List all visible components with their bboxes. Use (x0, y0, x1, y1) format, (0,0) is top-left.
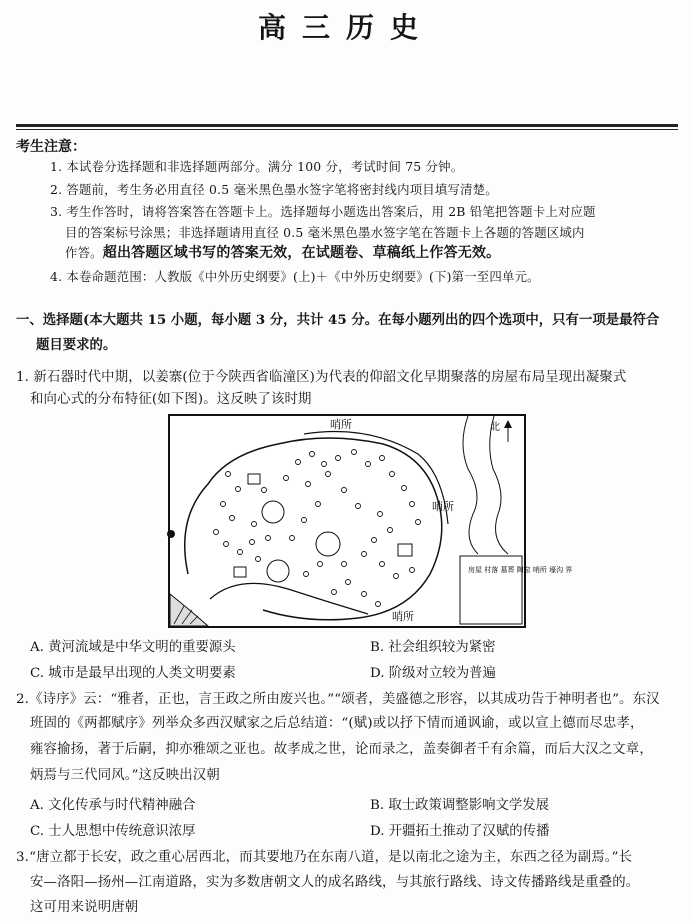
jiangzhai-settlement-map (168, 414, 573, 628)
q1-option-c[interactable]: C. 城市是最早出现的人类文明要素 (30, 666, 236, 681)
q2-stem-line-2: 班固的《两都赋序》列举众多西汉赋家之后总结道：“(赋)或以抒下情而通讽谕，或以宣上德而尽忠孝， (30, 716, 644, 731)
header-rule-thin (16, 129, 678, 130)
watchpost-label-1: 哨所 (330, 418, 352, 431)
notice-heading: 考生注意： (16, 139, 86, 155)
q1-option-d[interactable]: D. 阶级对立较为普遍 (370, 666, 496, 681)
left-edge-marker (167, 530, 175, 538)
notice-item-3-warning: 超出答题区域书写的答案无效，在试题卷、草稿纸上作答无效。 (102, 245, 501, 261)
q2-option-c[interactable]: C. 士人思想中传统意识浓厚 (30, 824, 196, 839)
q3-stem-line-1: 3.“唐立都于长安，政之重心居西北，而其要地乃在东南八道，是以南北之途为主，东西之径为副焉。”长 (16, 850, 633, 865)
q2-stem-line-4: 炳焉与三代同风。”这反映出汉朝 (30, 768, 220, 783)
watchpost-label-3: 哨所 (392, 610, 414, 623)
q1-stem-line-2: 和向心式的分布特征(如下图)。这反映了该时期 (30, 392, 312, 407)
q2-option-b[interactable]: B. 取士政策调整影响文学发展 (370, 798, 550, 813)
notice-item-3-line-2: 目的答案标号涂黑；非选择题请用直径 0.5 毫米黑色墨水签字笔在答题卡上各题的答题区域内 (65, 225, 585, 240)
page-title: 高三历史 (257, 11, 434, 44)
section-1-heading-line-1: 一、选择题(本大题共 15 小题，每小题 3 分，共计 45 分。在每小题列出的四个选项中，只有一项是最符合 (16, 312, 660, 328)
notice-item-3-line-1: 3. 考生作答时，请将答案答在答题卡上。选择题每小题选出答案后，用 2B 铅笔把答题卡上对应题 (50, 204, 596, 219)
notice-item-3-prefix: 作答。 (65, 245, 103, 260)
notice-item-2: 2. 答题前，考生务必用直径 0.5 毫米黑色墨水签字笔将密封线内项目填写清楚。 (50, 182, 498, 197)
notice-item-1: 1. 本试卷分选择题和非选择题两部分。满分 100 分，考试时间 75 分钟。 (50, 159, 464, 174)
legend-text (468, 565, 572, 574)
watchpost-label-2: 哨所 (432, 500, 454, 513)
q1-option-b[interactable]: B. 社会组织较为紧密 (370, 640, 496, 655)
q2-option-d[interactable]: D. 开疆拓土推动了汉赋的传播 (370, 824, 550, 839)
section-1-heading-line-2: 题目要求的。 (36, 337, 117, 353)
q2-stem-line-1: 2.《诗序》云：“雅者，正也，言王政之所由废兴也。”“颂者，美盛德之形容，以其成功告于神明者也”。东汉 (16, 692, 660, 707)
legend-label: 房屋 村落 墓葬 陶窑 哨所 壕沟 界 (468, 566, 573, 574)
q3-stem-line-2: 安—洛阳—扬州—江南道路，实为多数唐朝文人的成名路线，与其旅行路线、诗文传播路线是重叠的。 (30, 875, 640, 890)
q1-option-a[interactable]: A. 黄河流域是中华文明的重要源头 (30, 640, 236, 655)
north-label: 北 (490, 422, 500, 433)
notice-item-4: 4. 本卷命题范围：人教版《中外历史纲要》(上)＋《中外历史纲要》(下)第一至四单元。 (50, 269, 540, 284)
q2-option-a[interactable]: A. 文化传承与时代精神融合 (30, 798, 196, 813)
q1-stem-line-1: 1. 新石器时代中期，以姜寨(位于今陕西省临潼区)为代表的仰韶文化早期聚落的房屋布局呈现出凝聚式 (16, 370, 627, 385)
q2-stem-line-3: 雍容揄扬，著于后嗣，抑亦雅颂之亚也。故孝成之世，论而录之，盖奏御者千有余篇，而后大汉之文章， (30, 742, 653, 757)
q3-stem-line-3: 这可用来说明唐朝 (30, 900, 139, 915)
map-figure (168, 414, 573, 628)
notice-item-3-line-3 (65, 242, 500, 262)
header-rule-thick (16, 124, 678, 127)
